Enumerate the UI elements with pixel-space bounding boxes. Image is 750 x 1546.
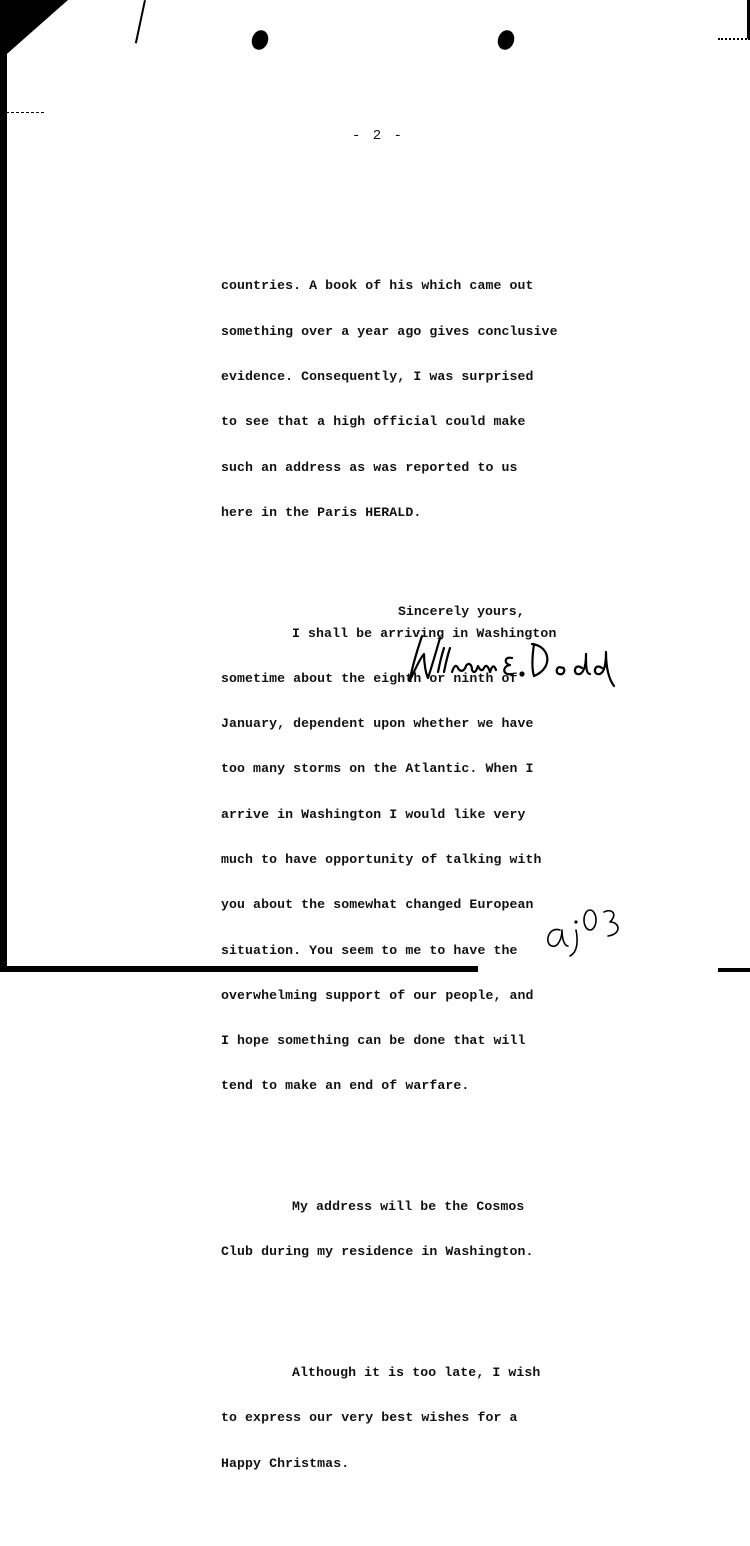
signature-william-e-dodd bbox=[404, 628, 634, 688]
text-line: to express our very best wishes for a bbox=[221, 1410, 518, 1426]
text-line: Club during my residence in Washington. bbox=[221, 1244, 534, 1260]
scan-left-edge bbox=[0, 0, 7, 972]
punch-hole-right bbox=[495, 28, 517, 52]
scan-bottom-edge-right bbox=[718, 968, 750, 972]
text-line: I hope something can be done that will bbox=[221, 1033, 526, 1049]
text-line: sometime about the eighth or ninth of bbox=[221, 670, 518, 686]
letter-body bbox=[221, 218, 611, 1546]
punch-hole-left bbox=[249, 28, 271, 52]
text-line: I shall be arriving in Washington bbox=[292, 625, 557, 641]
scan-corner-artifact bbox=[0, 0, 68, 60]
text-line: evidence. Consequently, I was surprised bbox=[221, 368, 534, 384]
text-line: much to have opportunity of talking with bbox=[221, 851, 542, 867]
text-line: January, dependent upon whether we have bbox=[221, 716, 534, 732]
margin-scribble bbox=[6, 112, 44, 116]
text-line: situation. You seem to me to have the bbox=[221, 942, 518, 958]
paragraph-4 bbox=[221, 1335, 611, 1501]
text-line: tend to make an end of warfare. bbox=[221, 1078, 470, 1094]
text-line: arrive in Washington I would like very bbox=[221, 806, 526, 822]
text-line: My address will be the Cosmos bbox=[292, 1199, 525, 1215]
stray-pen-mark bbox=[135, 0, 146, 43]
page-number: - 2 - bbox=[352, 128, 405, 144]
text-line: overwhelming support of our people, and bbox=[221, 987, 534, 1003]
paragraph-3 bbox=[221, 1169, 611, 1290]
text-line: to see that a high official could make bbox=[221, 414, 526, 430]
text-line: here in the Paris HERALD. bbox=[221, 504, 422, 520]
paragraph-1 bbox=[221, 248, 611, 550]
scan-corner-mark bbox=[718, 0, 750, 40]
text-line: you about the somewhat changed European bbox=[221, 897, 534, 913]
text-line: too many storms on the Atlantic. When I bbox=[221, 761, 534, 777]
handwritten-note-aj03 bbox=[540, 900, 650, 960]
text-line: such an address as was reported to us bbox=[221, 459, 518, 475]
text-line: Although it is too late, I wish bbox=[292, 1365, 541, 1381]
closing-salutation: Sincerely yours, bbox=[398, 604, 525, 619]
text-line: countries. A book of his which came out bbox=[221, 278, 534, 294]
text-line: something over a year ago gives conclusive bbox=[221, 323, 558, 339]
text-line: Happy Christmas. bbox=[221, 1455, 350, 1471]
